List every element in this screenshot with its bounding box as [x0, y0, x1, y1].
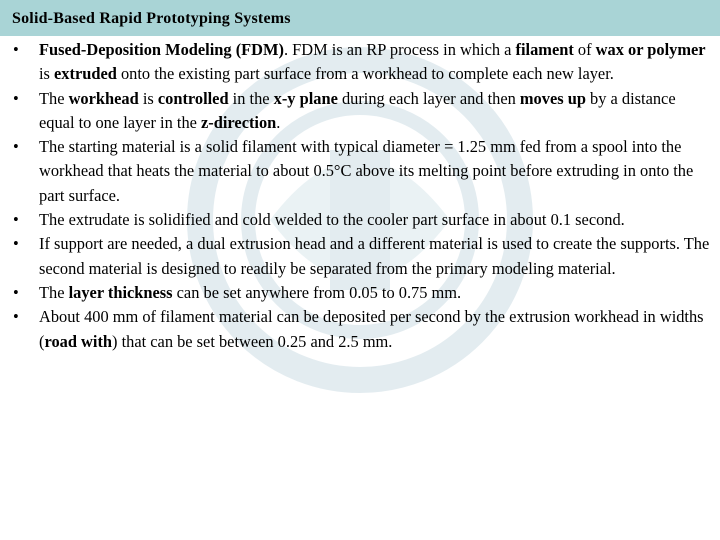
bold-term: filament	[515, 40, 574, 59]
bullet-text: The starting material is a solid filament with typical diameter = 1.25 mm fed from a spool into the workhead that heats the material to about 0.5°C above its melting point before extruding in onto the part surface.	[39, 137, 694, 205]
bullet-item	[10, 232, 712, 281]
bullet-item	[10, 208, 712, 232]
bullet-icon: •	[13, 210, 19, 230]
bullet-item	[10, 38, 712, 87]
bullet-text: can be set anywhere from 0.05 to 0.75 mm.	[172, 282, 462, 302]
bold-term: x-y plane	[273, 88, 338, 108]
bullet-text: of	[573, 40, 596, 59]
bullet-text: by a distance equal to one layer in the	[39, 88, 676, 132]
bullet-icon: •	[13, 282, 19, 302]
bullet-text: The	[39, 282, 69, 302]
slide-title: Solid-Based Rapid Prototyping Systems	[12, 10, 291, 27]
bold-term: moves up	[519, 88, 586, 108]
bullet-text: .	[276, 112, 281, 132]
bullet-text: during each layer and then	[337, 88, 520, 108]
bullet-icon: •	[13, 307, 19, 327]
bullet-item	[10, 135, 712, 208]
bold-term: layer thickness	[68, 282, 173, 302]
bullet-icon: •	[13, 40, 19, 59]
bullet-text: About 400 mm of filament material can be deposited per second by the extrusion workhead in widths (	[39, 307, 704, 351]
bullet-text: is	[138, 88, 158, 108]
bullet-item	[10, 305, 712, 354]
bullet-item	[10, 281, 712, 305]
bold-term: extruded	[54, 64, 117, 84]
bullet-text: If support are needed, a dual extrusion head and a different material is used to create the supports. The second material is designed to readily be separated from the primary modeling material.	[39, 234, 710, 278]
bullet-icon: •	[13, 137, 19, 157]
bullet-text: onto the existing part surface from a workhead to complete each new layer.	[116, 64, 614, 84]
bullet-text: . FDM is an RP process in which a	[283, 40, 516, 59]
bold-term: road with	[44, 331, 113, 351]
bold-term: z-direction	[201, 112, 277, 132]
bold-term: controlled	[157, 88, 229, 108]
bullet-text: The extrudate is solidified and cold welded to the cooler part surface in about 0.1 second.	[39, 210, 625, 230]
bold-term: workhead	[68, 88, 139, 108]
bold-term: wax or polymer	[595, 40, 706, 59]
title-bar	[0, 0, 720, 36]
bullet-list	[10, 38, 712, 354]
bullet-text: The	[39, 88, 69, 108]
bullet-text: is	[39, 64, 55, 84]
bullet-icon: •	[13, 88, 19, 108]
bullet-icon: •	[13, 234, 19, 254]
bullet-text: in the	[228, 88, 274, 108]
bullet-item	[10, 87, 712, 136]
bullet-text: ) that can be set between 0.25 and 2.5 mm.	[112, 331, 393, 351]
bold-term: Fused-Deposition Modeling (FDM)	[39, 40, 284, 59]
